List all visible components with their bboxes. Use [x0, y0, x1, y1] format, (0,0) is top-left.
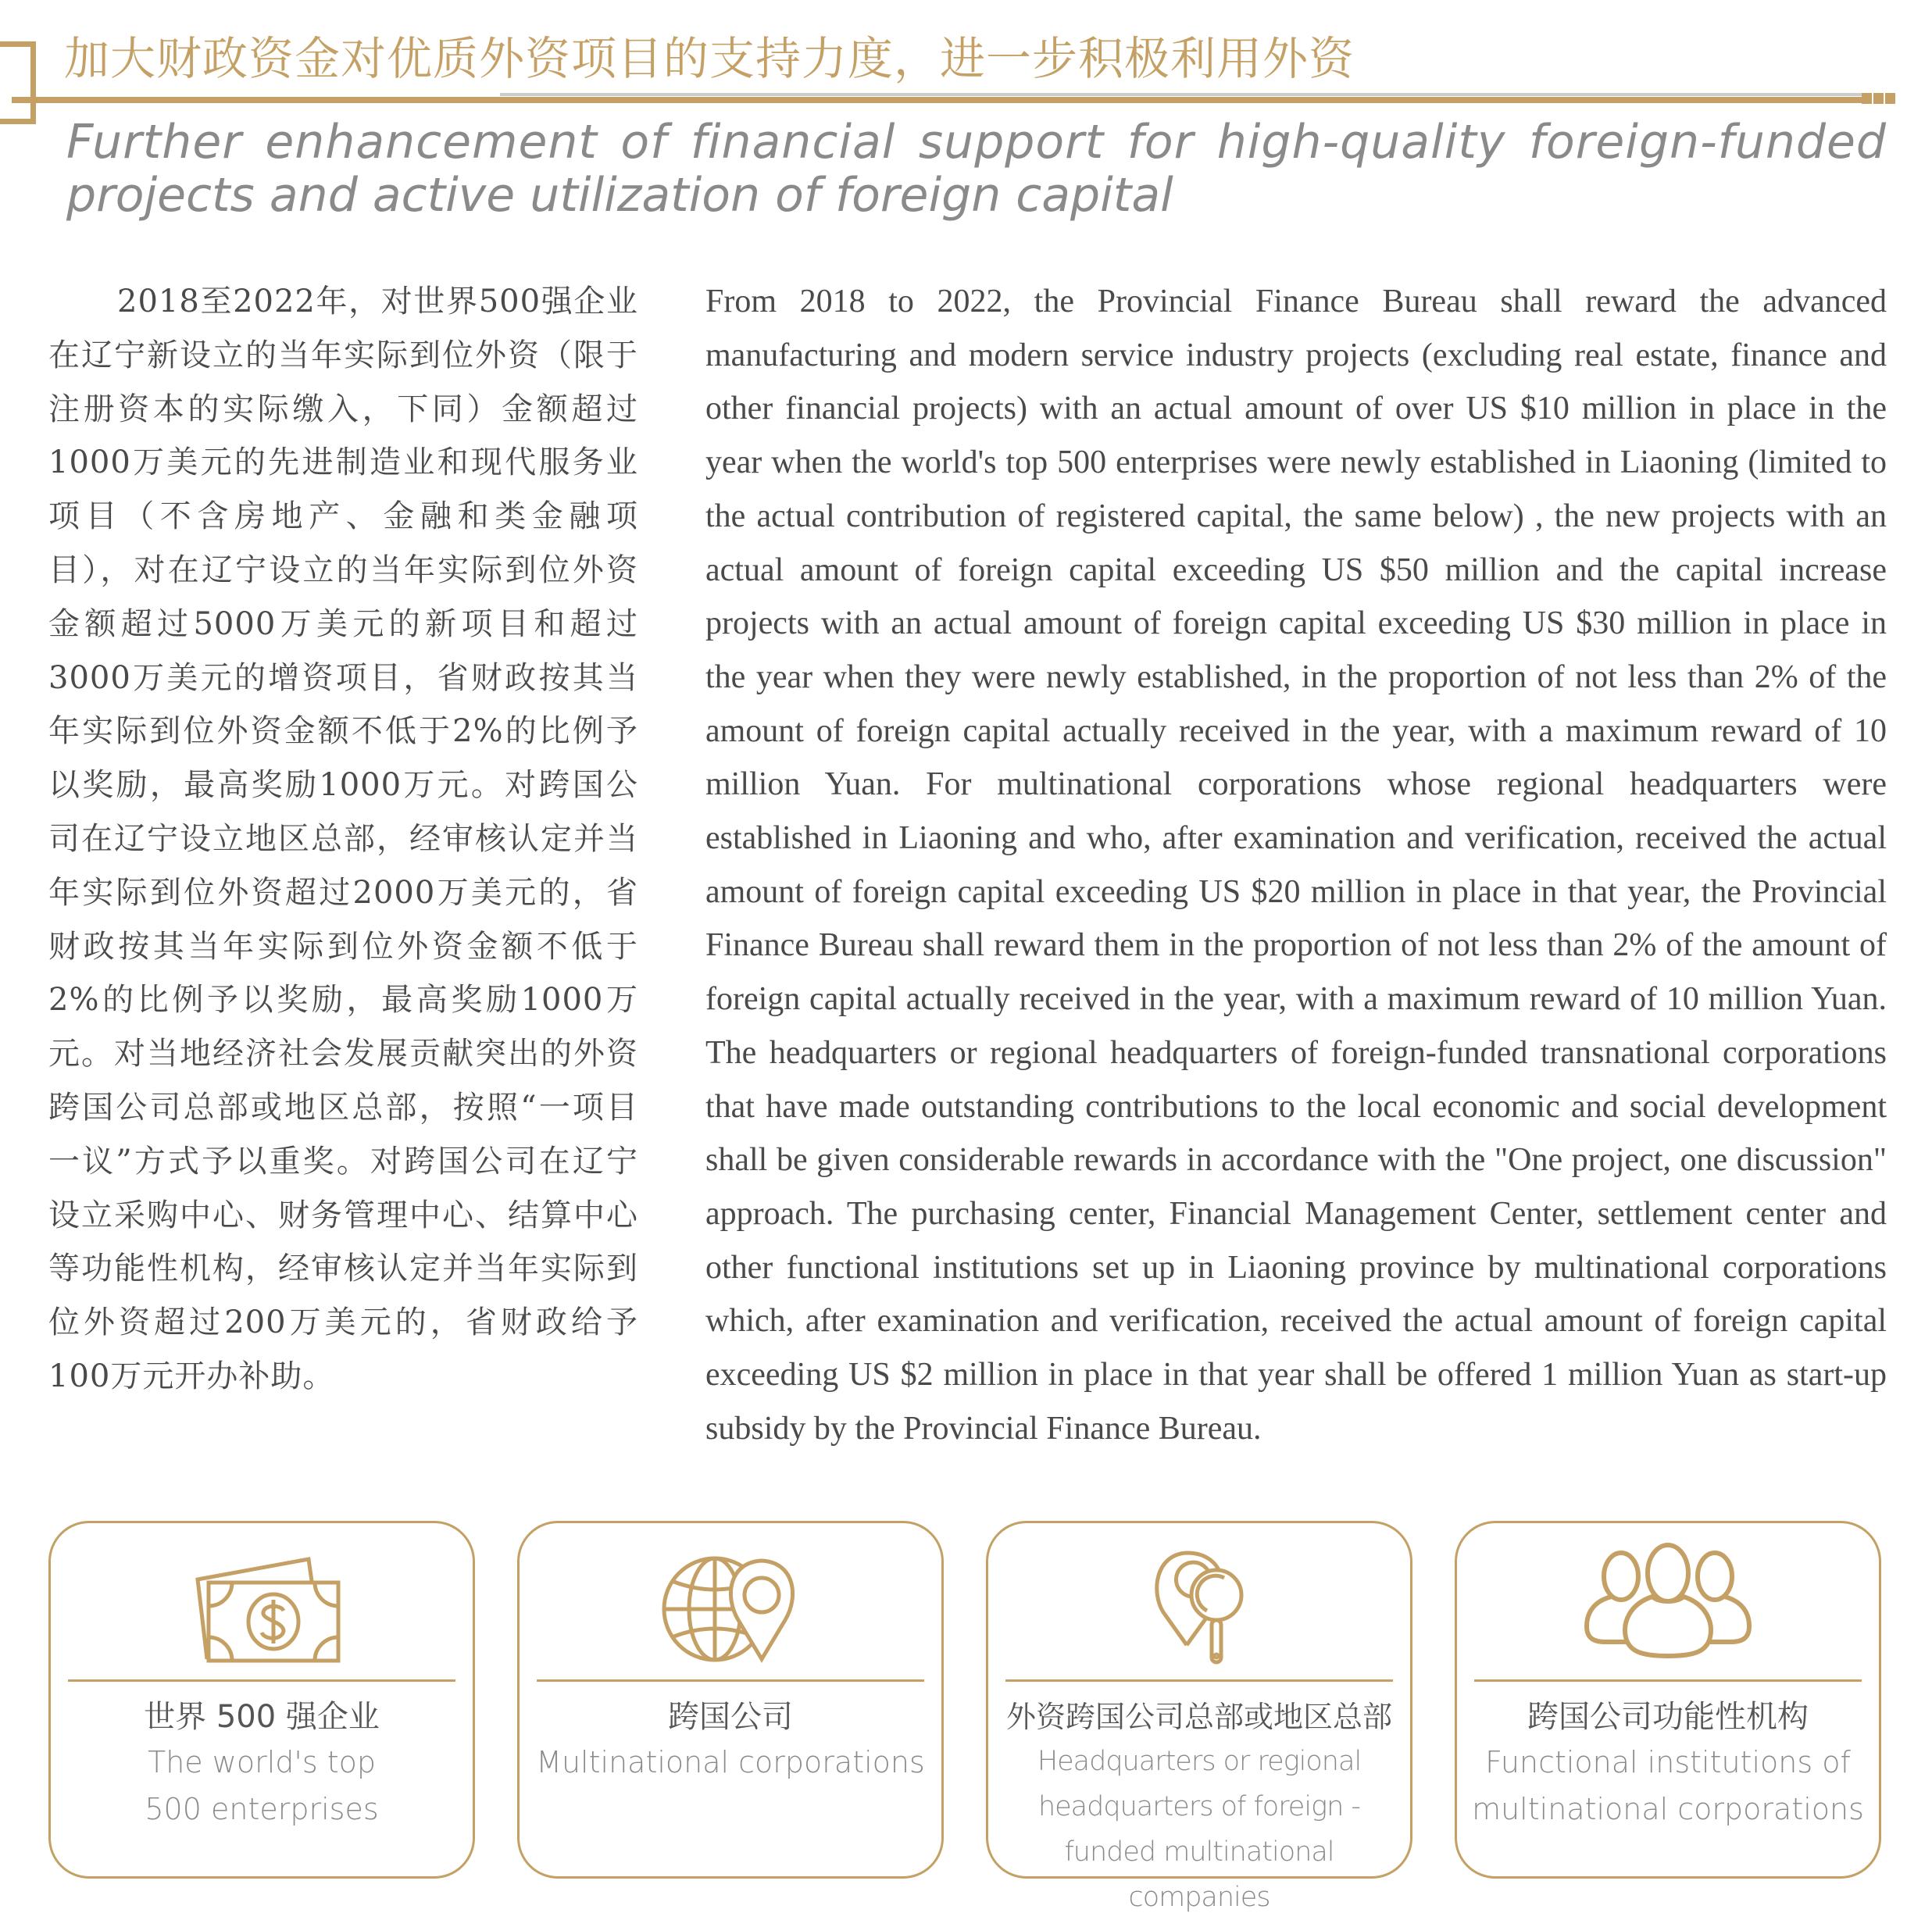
card-functional-institutions: [1455, 1521, 1881, 1879]
card-headquarters: [986, 1521, 1412, 1913]
page-title-en-line1: Further enhancement of financial support for high-quality foreign-funded: [66, 115, 1887, 170]
body-text-zh: 2018至2022年，对世界500强企业在辽宁新设立的当年实际到位外资（限于注册资本的实际缴入，下同）金额超过1000万美元的先进制造业和现代服务业项目（不含房地产、金融和类金融项目），对在辽宁设立的当年实际到位外资金额超过5000万美元的新项目和超过3000万美元的增资项目，省财政按其当年实际到位外资金额不低于2%的比例予以奖励，最高奖励1000万元。对跨国公司在辽宁设立地区总部，经审核认定并当年实际到位外资超过2000万美元的，省财政按其当年实际到位外资金额不低于2%的比例予以奖励，最高奖励1000万元。对当地经济社会发展贡献突出的外资跨国公司总部或地区总部，按照“一项目一议”方式予以重奖。对跨国公司在辽宁设立采购中心、财务管理中心、结算中心等功能性机构，经审核认定并当年实际到位外资超过200万美元的，省财政给予100万元开办补助。: [48, 284, 638, 1394]
card-divider: [537, 1679, 924, 1682]
title-rule-gold: [12, 97, 1863, 103]
card-label-en: Headquarters or regional headquarters of foreign -funded multinational companies: [1037, 1746, 1362, 1913]
card-label-en: The world's top 500 enterprises: [145, 1745, 379, 1826]
card-divider: [1474, 1679, 1862, 1682]
card-label-en: Multinational corporations: [536, 1745, 925, 1779]
people-group-icon: [1574, 1542, 1762, 1667]
card-label-zh: 跨国公司功能性机构: [1527, 1699, 1809, 1735]
card-divider: [68, 1679, 455, 1682]
title-rule-gray: [500, 93, 1863, 96]
pin-magnifier-icon: [1105, 1542, 1293, 1667]
rule-ornament-block: [1873, 93, 1884, 104]
rule-ornament-block: [1885, 93, 1895, 104]
page-title-en: [66, 116, 1887, 222]
card-label-en: Functional institutions of multinational corporations: [1472, 1745, 1864, 1826]
money-bill-icon: [168, 1542, 355, 1667]
card-label-zh: 跨国公司: [668, 1699, 793, 1735]
page-title-en-line2: projects and active utilization of foreign capital: [66, 168, 1173, 223]
card-multinational-corporations: [517, 1521, 944, 1879]
page-title-zh: 加大财政资金对优质外资项目的支持力度，进一步积极利用外资: [64, 32, 1355, 85]
corner-bracket-decoration: [0, 41, 36, 124]
card-label-zh: 世界 500 强企业: [144, 1699, 380, 1735]
card-top-500-enterprises: [48, 1521, 475, 1879]
card-divider: [1005, 1679, 1393, 1682]
card-label-zh: 外资跨国公司总部或地区总部: [1005, 1700, 1392, 1734]
globe-pin-icon: [637, 1542, 824, 1667]
rule-ornament-block: [1862, 93, 1872, 104]
body-text-en: From 2018 to 2022, the Provincial Finance Bureau shall reward the advanced manufacturing and modern service industry projects (excluding real estate, finance and other financial projects) with an actual amount of over US $10 million in place in the year when the world's top 500 enterprises were newly established in Liaoning (limited to the actual contribution of registered capital, the same below) , the new projects with an actual amount of foreign capital exceeding US $50 million and the capital increase projects with an actual amount of foreign capital exceeding US $30 million in place in the year when they were newly established, in the proportion of not less than 2% of the amount of foreign capital actually received in the year, with a maximum reward of 10 million Yuan. For multinational corporations whose regional headquarters were established in Liaoning and who, after examination and verification, received the actual amount of foreign capital exceeding US $20 million in place in that year, the Provincial Finance Bureau shall reward them in the proportion of not less than 2% of the amount of foreign capital actually received in the year, with a maximum reward of 10 million Yuan. The headquarters or regional headquarters of foreign-funded transnational corporations that have made outstanding contributions to the local economic and social development shall be given considerable rewards in accordance with the "One project, one discussion" approach. The purchasing center, Financial Management Center, settlement center and other functional institutions set up in Liaoning province by multinational corporations which, after examination and verification, received the actual amount of foreign capital exceeding US $2 million in place in that year shall be offered 1 million Yuan as start-up subsidy by the Provincial Finance Bureau.: [705, 284, 1887, 1447]
